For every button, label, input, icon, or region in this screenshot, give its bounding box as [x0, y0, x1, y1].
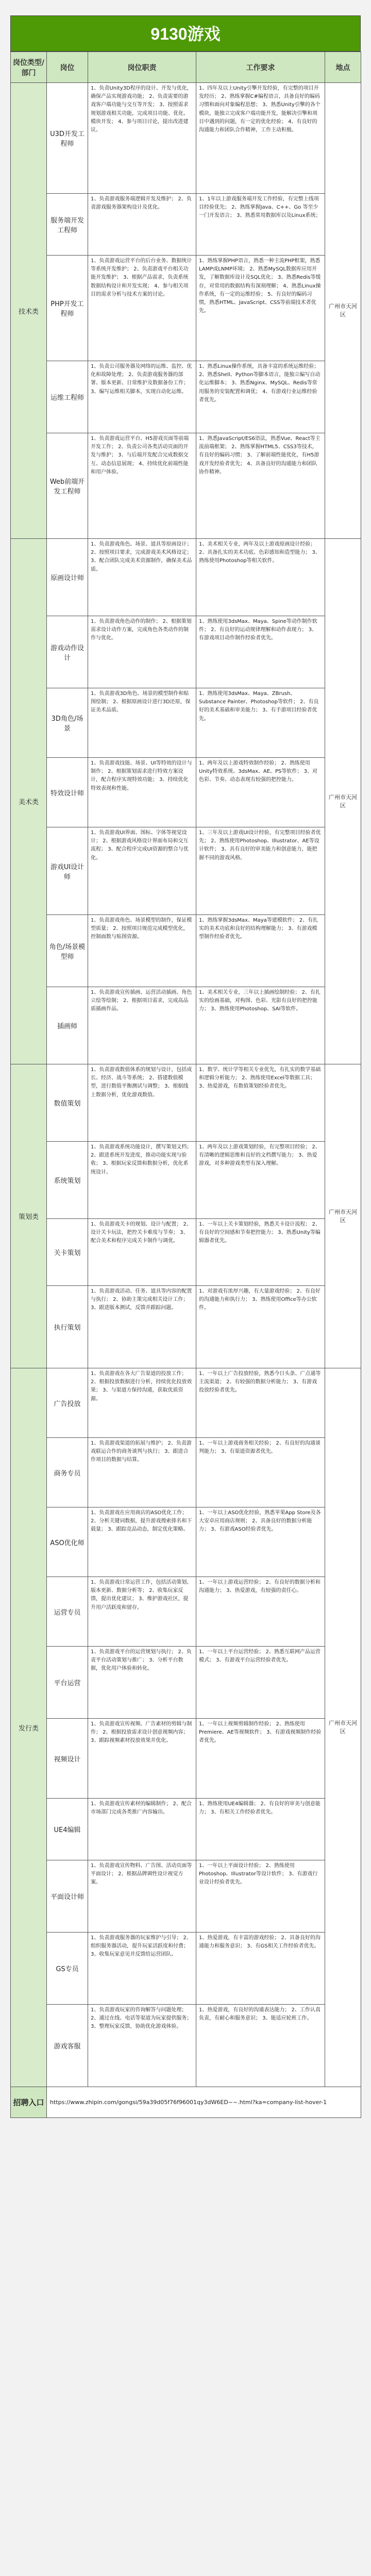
requirement-cell: 1、一年以上视频剪辑制作经验； 2、熟练使用Premiere、AE等视频软件； 3、有游戏视频制作经验者优先。 [196, 1719, 325, 1799]
table-row [11, 827, 361, 915]
duty-cell: 1、负责游戏运营平台、H5游戏页面等前端开发工作； 2、负责公司各类活动页面的开发与维护； 3、与后端开发配合完成数据交互、动态信息展现； 4、持续优化前端性能和用户体验。 [88, 433, 196, 539]
table-row [11, 1286, 361, 1368]
duty-cell: 1、负责游戏宣传插画、运营活动插画、角色立绘等绘制； 2、根据项目需求，完成高品质插画作品。 [88, 987, 196, 1064]
table-row [11, 1219, 361, 1286]
position-cell: 原画设计师 [47, 539, 88, 616]
page-title: 9130游戏 [10, 15, 361, 52]
position-cell: 执行策划 [47, 1286, 88, 1368]
apply-link[interactable]: https://www.zhipin.com/gongsi/59a39d05f76f96001qy3dW6ED~~.html?ka=company-list-hover-1 [47, 2087, 361, 2118]
table-row [11, 1719, 361, 1799]
location-cell: 广州市天河区 [325, 1368, 361, 2087]
table-row [11, 2005, 361, 2087]
position-cell: 插画师 [47, 987, 88, 1064]
requirement-cell: 1、两年及以上游戏策划经验，有完整项目经验； 2、有清晰的逻辑思维和良好的文档撰写能力； 3、热爱游戏，对多种游戏类型有深入理解。 [196, 1142, 325, 1219]
position-cell: 服务端开发工程师 [47, 194, 88, 256]
position-cell: 视频设计 [47, 1719, 88, 1799]
position-cell: 系统策划 [47, 1142, 88, 1219]
position-cell: UE4编辑 [47, 1799, 88, 1860]
position-cell: 特效设计师 [47, 758, 88, 827]
duty-cell: 1、负责游戏角色、场景模型的制作，保证模型质量； 2、按照项目规范完成模型优化，控制面数与贴图资源。 [88, 915, 196, 987]
jobs-table [10, 52, 361, 2118]
position-cell: ASO优化师 [47, 1507, 88, 1577]
duty-cell: 1、负责游戏数值体系的规划与设计，包括成长、经济、战斗等系统； 2、搭建数值模型，进行数值平衡测试与调整； 3、根据线上数据分析，优化游戏数值。 [88, 1064, 196, 1142]
position-cell: 平面设计师 [47, 1860, 88, 1933]
position-cell: 平台运营 [47, 1647, 88, 1719]
position-cell: 数值策划 [47, 1064, 88, 1142]
duty-cell: 1、负责游戏服务器的玩家维护与引导； 2、组织服务器活动，提升玩家活跃度和付费； 3、收集玩家意见并反馈给运营团队。 [88, 1933, 196, 2005]
requirement-cell: 1、熟悉JavaScript/ES6语法，熟悉Vue、React等主流前端框架； 2、熟练掌握HTML5、CSS3等技术，有良好的编码习惯； 3、了解前端性能优化，有H5游戏开发经验者优先； 4、具备良好的沟通能力和团队协作精神。 [196, 433, 325, 539]
table-row [11, 1064, 361, 1142]
requirement-cell: 1、1年以上游戏服务端开发工作经验，有完整上线项目经验优先； 2、熟练掌握Java、C++、Go 等至少一门开发语言； 3、熟悉常用数据库以及Linux系统； [196, 194, 325, 256]
requirement-cell: 1、三年及以上游戏UI设计经验，有完整项目经验者优先； 2、熟练使用Photoshop、Illustrator、AE等设计软件； 3、具有良好的审美能力和创意能力，能把握不同的游戏风格。 [196, 827, 325, 915]
requirement-cell: 1、数学、统计学等相关专业优先，有扎实的数学基础和逻辑分析能力； 2、熟练使用Excel等数据工具； 3、热爱游戏，有数值策划经验者优先。 [196, 1064, 325, 1142]
requirement-cell: 1、美术相关专业，两年及以上游戏原画设计经验； 2、具备扎实的美术功底、色彩感知和造型能力； 3、熟练使用Photoshop等相关软件。 [196, 539, 325, 616]
position-cell: Web前端开发工程师 [47, 433, 88, 539]
requirement-cell: 1、对游戏有浓厚兴趣，有大量游戏经验； 2、有良好的沟通能力和执行力； 3、熟练使用Office等办公软件。 [196, 1286, 325, 1368]
table-row [11, 539, 361, 616]
position-cell: PHP开发工程师 [47, 256, 88, 361]
header-requirements: 工作要求 [196, 52, 325, 83]
location-cell: 广州市天河区 [325, 83, 361, 539]
table-row [11, 361, 361, 433]
requirement-cell: 1、熟练使用UE4编辑器； 2、有良好的审美与创意能力； 3、有相关工作经验者优先。 [196, 1799, 325, 1860]
table-row [11, 915, 361, 987]
category-cell: 技术类 [11, 83, 47, 539]
duty-cell: 1、负责Unity3D程序的设计、开发与优化，确保产品实现游戏功能； 2、负责需要的游戏客户端功能与交互等开发； 3、按照需求规划游戏相关功能，完成项目功能、优化、模块开发； 4、参与项目讨论，提出改进建议。 [88, 83, 196, 194]
requirement-cell: 1、两年及以上游戏特效制作经验； 2、熟练使用Unity特效系统、3dsMax、AE、PS等软件； 3、对色彩、节奏、动态表现有较强的把控能力。 [196, 758, 325, 827]
footer-row [11, 2087, 361, 2118]
position-cell: 游戏客服 [47, 2005, 88, 2087]
table-row [11, 1507, 361, 1577]
duty-cell: 1、负责游戏系统功能设计，撰写策划文档； 2、跟进系统开发进度，推动功能实现与验收； 3、根据玩家反馈和数据分析，优化系统设计。 [88, 1142, 196, 1219]
category-cell: 美术类 [11, 539, 47, 1064]
duty-cell: 1、负责游戏技能、场景、UI等特效的设计与制作； 2、根据策划需求进行特效方案设计，配合程序实现特效功能； 3、持续优化特效表现和性能。 [88, 758, 196, 827]
position-cell: 运维工程师 [47, 361, 88, 433]
table-row [11, 83, 361, 194]
duty-cell: 1、负责游戏UI界面、图标、字体等视觉设计； 2、根据游戏风格设计界面布局和交互流程； 3、配合程序完成UI资源的整合与优化。 [88, 827, 196, 915]
position-cell: 广告投放 [47, 1368, 88, 1438]
duty-cell: 1、负责游戏活动、任务、道具等内容的配置与执行； 2、协助主策完成相关设计工作； 3、跟进版本测试，反馈并跟踪问题。 [88, 1286, 196, 1368]
category-cell: 策划类 [11, 1064, 47, 1368]
position-cell: 游戏动作设计 [47, 616, 88, 688]
duty-cell: 1、负责游戏平台的运营规划与执行； 2、负责平台活动策划与推广； 3、分析平台数据，优化用户体验和转化。 [88, 1647, 196, 1719]
requirement-cell: 1、熟练掌握3dsMax、Maya等建模软件； 2、有扎实的美术功底和良好的结构理解能力； 3、有游戏模型制作经验者优先。 [196, 915, 325, 987]
table-row [11, 1438, 361, 1507]
duty-cell: 1、负责游戏运营平台的后台业务、数据统计等系统开发维护； 2、负责游戏平台相关功能开发维护； 3、根据产品需求，负责系统数据结构设计和开发实现； 4、参与相关项目的需求分析与技术方案的讨论。 [88, 256, 196, 361]
requirement-cell: 1、熟练使用3dsMax、Maya、ZBrush、Substance Painter、Photoshop等软件； 2、有良好的美术基础和审美能力； 3、有手游项目经验者优先。 [196, 688, 325, 758]
table-row [11, 1799, 361, 1860]
location-cell: 广州市天河区 [325, 1064, 361, 1368]
table-row [11, 1368, 361, 1438]
table-row [11, 433, 361, 539]
duty-cell: 1、负责游戏在应用商店的ASO优化工作； 2、分析关键词数据，提升游戏搜索排名和下载量； 3、跟踪竞品动态，制定优化策略。 [88, 1507, 196, 1577]
table-row [11, 194, 361, 256]
apply-label: 招聘入口 [11, 2087, 47, 2118]
table-row [11, 688, 361, 758]
table-row [11, 987, 361, 1064]
position-cell: GS专员 [47, 1933, 88, 2005]
location-cell: 广州市天河区 [325, 539, 361, 1064]
table-row [11, 616, 361, 688]
duty-cell: 1、负责游戏在各大广告渠道的投放工作； 2、根据投放数据进行分析，持续优化投放效果； 3、与渠道方保持沟通，获取优质资源。 [88, 1368, 196, 1438]
requirement-cell: 1、一年以上游戏商务相关经验； 2、有良好的沟通谈判能力； 3、有渠道资源者优先。 [196, 1438, 325, 1507]
table-row [11, 1577, 361, 1647]
duty-cell: 1、负责公司服务器及网络的运维、监控、优化和故障处理； 2、负责游戏服务器的部署、版本更新、日常维护及数据备份工作； 3、编写运维相关脚本，实现自动化运维。 [88, 361, 196, 433]
header-row [11, 52, 361, 83]
position-cell: 游戏UI设计师 [47, 827, 88, 915]
requirement-cell: 1、一年以上平面设计经验； 2、熟练使用Photoshop、Illustrator等设计软件； 3、有游戏行业设计经验者优先。 [196, 1860, 325, 1933]
header-position: 岗位 [47, 52, 88, 83]
duty-cell: 1、负责游戏3D角色、场景的模型制作和贴图绘制； 2、根据原画设计进行3D还原，保证美术品质。 [88, 688, 196, 758]
requirement-cell: 1、一年以上ASO优化经验，熟悉苹果App Store及各大安卓应用商店规则； 2、具备良好的数据分析能力； 3、有游戏ASO经验者优先。 [196, 1507, 325, 1577]
position-cell: 3D角色/场景 [47, 688, 88, 758]
category-cell: 发行类 [11, 1368, 47, 2087]
duty-cell: 1、负责游戏角色、场景、道具等原画设计； 2、按照项目要求，完成游戏美术风格设定； 3、配合团队完成美术资源制作，确保美术品质。 [88, 539, 196, 616]
position-cell: U3D开发工程师 [47, 83, 88, 194]
requirement-cell: 1、熟练使用3dsMax、Maya、Spine等动作制作软件； 2、有良好的运动规律理解和动作表现力； 3、有游戏项目动作制作经验者优先。 [196, 616, 325, 688]
recruitment-sheet [10, 15, 361, 2118]
duty-cell: 1、负责游戏关卡的规划、设计与配置； 2、设计关卡玩法，把控关卡难度与节奏； 3、配合美术和程序完成关卡制作与调优。 [88, 1219, 196, 1286]
position-cell: 角色/场景模型师 [47, 915, 88, 987]
requirement-cell: 1、热爱游戏，有丰富的游戏经验； 2、具备良好的沟通能力和服务意识； 3、有GS相关工作经验者优先。 [196, 1933, 325, 2005]
requirement-cell: 1、一年以上关卡策划经验，熟悉关卡设计流程； 2、有良好的空间感和节奏把控能力； 3、熟悉Unity等编辑器者优先。 [196, 1219, 325, 1286]
duty-cell: 1、负责游戏日常运营工作，包括活动策划、版本更新、数据分析等； 2、收集玩家反馈，提出优化建议； 3、维护游戏社区，提升用户活跃度和留存。 [88, 1577, 196, 1647]
table-row [11, 1933, 361, 2005]
position-cell: 运营专员 [47, 1577, 88, 1647]
requirement-cell: 1、美术相关专业，三年以上插画绘制经验； 2、有扎实的绘画基础，对构图、色彩、光影有良好的把控能力； 3、熟练使用Photoshop、SAI等软件。 [196, 987, 325, 1064]
duty-cell: 1、负责游戏渠道的拓展与维护； 2、负责游戏联运合作的商务谈判与执行； 3、跟进合作项目的数据与结算。 [88, 1438, 196, 1507]
requirement-cell: 1、一年以上游戏运营经验； 2、有良好的数据分析和沟通能力； 3、热爱游戏，有较强的责任心。 [196, 1577, 325, 1647]
header-duties: 岗位职责 [88, 52, 196, 83]
table-row [11, 1647, 361, 1719]
header-category: 岗位类型/部门 [11, 52, 47, 83]
duty-cell: 1、负责游戏宣传素材的编辑制作； 2、配合市场部门完成各类推广内容输出。 [88, 1799, 196, 1860]
requirement-cell: 1、熟悉Linux操作系统，具备丰富的系统运维经验； 2、熟悉Shell、Python等脚本语言，能独立编写自动化运维脚本； 3、熟悉Nginx、MySQL、Redis等常用服务的安装配置和调优； 4、有游戏行业运维经验者优先。 [196, 361, 325, 433]
position-cell: 关卡策划 [47, 1219, 88, 1286]
requirement-cell: 1、熟练掌握PHP语言，熟悉一种主流PHP框架，熟悉LAMP或LNMP环境； 2、熟悉MySQL数据库应用开发，了解数据库设计及SQL优化； 3、熟悉Redis等缓存，对常用的数据结构有深刻理解； 4、熟悉Linux操作系统，有一定的运维经验； 5、有良好的编码习惯，熟悉HTML、JavaScript、CSS等前端技术者优先。 [196, 256, 325, 361]
requirement-cell: 1、四年及以上Unity引擎开发经验，有完整的项目开发经历； 2、熟练掌握C#编程语言，具备良好的编码习惯和面向对象编程思想； 3、熟悉Unity引擎的各个模块，能独立完成客户端功能开发，能解决引擎和项目中遇到的问题，有一定的优化经验； 4、有良好的沟通能力和团队合作精神，工作主动积极。 [196, 83, 325, 194]
duty-cell: 1、负责游戏玩家的咨询解答与问题处理； 2、通过在线、电话等渠道为玩家提供服务； 3、整理玩家反馈，协助优化游戏体验。 [88, 2005, 196, 2087]
requirement-cell: 1、热爱游戏，有良好的沟通表达能力； 2、工作认真负责，有耐心和服务意识； 3、能适应轮班工作。 [196, 2005, 325, 2087]
duty-cell: 1、负责游戏服务端逻辑开发及维护； 2、负责游戏服务器架构设计及优化。 [88, 194, 196, 256]
duty-cell: 1、负责游戏宣传物料、广告图、活动页面等平面设计； 2、根据品牌调性设计视觉方案。 [88, 1860, 196, 1933]
duty-cell: 1、负责游戏角色动作的制作； 2、根据策划需求设计动作方案，完成角色各类动作的制作与优化。 [88, 616, 196, 688]
position-cell: 商务专员 [47, 1438, 88, 1507]
table-row [11, 256, 361, 361]
table-row [11, 1860, 361, 1933]
table-row [11, 1142, 361, 1219]
header-location: 地点 [325, 52, 361, 83]
requirement-cell: 1、一年以上广告投放经验，熟悉今日头条、广点通等主流渠道； 2、有较强的数据分析能力； 3、有游戏投放经验者优先。 [196, 1368, 325, 1438]
duty-cell: 1、负责游戏宣传视频、广告素材的剪辑与制作； 2、根据投放需求设计创意视频内容； 3、跟踪视频素材投放效果并优化。 [88, 1719, 196, 1799]
requirement-cell: 1、一年以上平台运营经验； 2、熟悉互联网产品运营模式； 3、有游戏平台运营经验者优先。 [196, 1647, 325, 1719]
table-row [11, 758, 361, 827]
